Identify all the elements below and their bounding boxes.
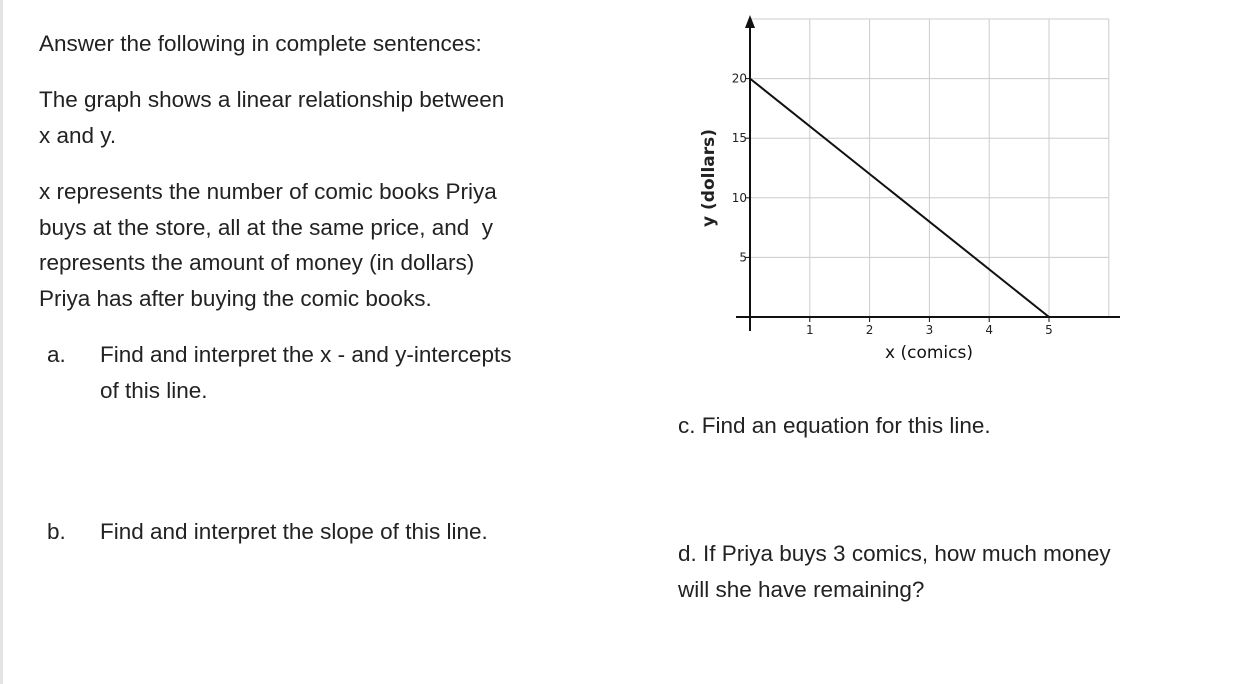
y-tick-label: 15 — [731, 131, 747, 146]
question-d-line: d. If Priya buys 3 comics, how much money — [678, 541, 1111, 566]
x-tick-label: 1 — [805, 323, 814, 337]
axes — [736, 15, 1120, 331]
x-tick-label: 3 — [925, 323, 934, 337]
question-a — [100, 337, 600, 408]
context-line: represents the amount of money (in dollars) — [39, 250, 475, 275]
description-line: x and y. — [39, 122, 117, 148]
y-tick-label: 20 — [731, 71, 747, 86]
context-line: Priya has after buying the comic books. — [39, 285, 432, 311]
line-graph — [690, 10, 1120, 370]
graph-description — [39, 82, 599, 153]
instructions: Answer the following in complete sentences: — [39, 31, 482, 56]
y-tick-label: 5 — [739, 250, 747, 265]
context-paragraph — [39, 174, 599, 316]
grid — [750, 19, 1109, 317]
context-line: buys at the store, all at the same price, and y — [39, 214, 493, 240]
question-b-letter: b. — [47, 519, 66, 544]
ticks — [732, 72, 1053, 337]
question-a-line: of this line. — [100, 377, 208, 403]
question-d — [678, 536, 1218, 607]
description-line: The graph shows a linear relationship between — [39, 87, 505, 112]
x-tick-label: 4 — [985, 323, 994, 337]
left-border — [0, 0, 3, 684]
question-b: Find and interpret the slope of this line. — [100, 519, 488, 544]
y-axis-arrow — [745, 15, 755, 28]
question-a-letter: a. — [47, 342, 66, 367]
question-d-line: will she have remaining? — [678, 576, 925, 602]
context-line: x represents the number of comic books Priya — [39, 179, 497, 204]
x-tick-label: 2 — [865, 323, 874, 337]
question-c: c. Find an equation for this line. — [678, 413, 991, 438]
x-tick-label: 5 — [1045, 323, 1053, 337]
y-tick-label: 10 — [731, 190, 747, 205]
x-axis-label: x (comics) — [885, 343, 973, 363]
y-axis-label: y (dollars) — [699, 128, 719, 228]
question-a-line: Find and interpret the x - and y-intercepts — [100, 342, 512, 367]
